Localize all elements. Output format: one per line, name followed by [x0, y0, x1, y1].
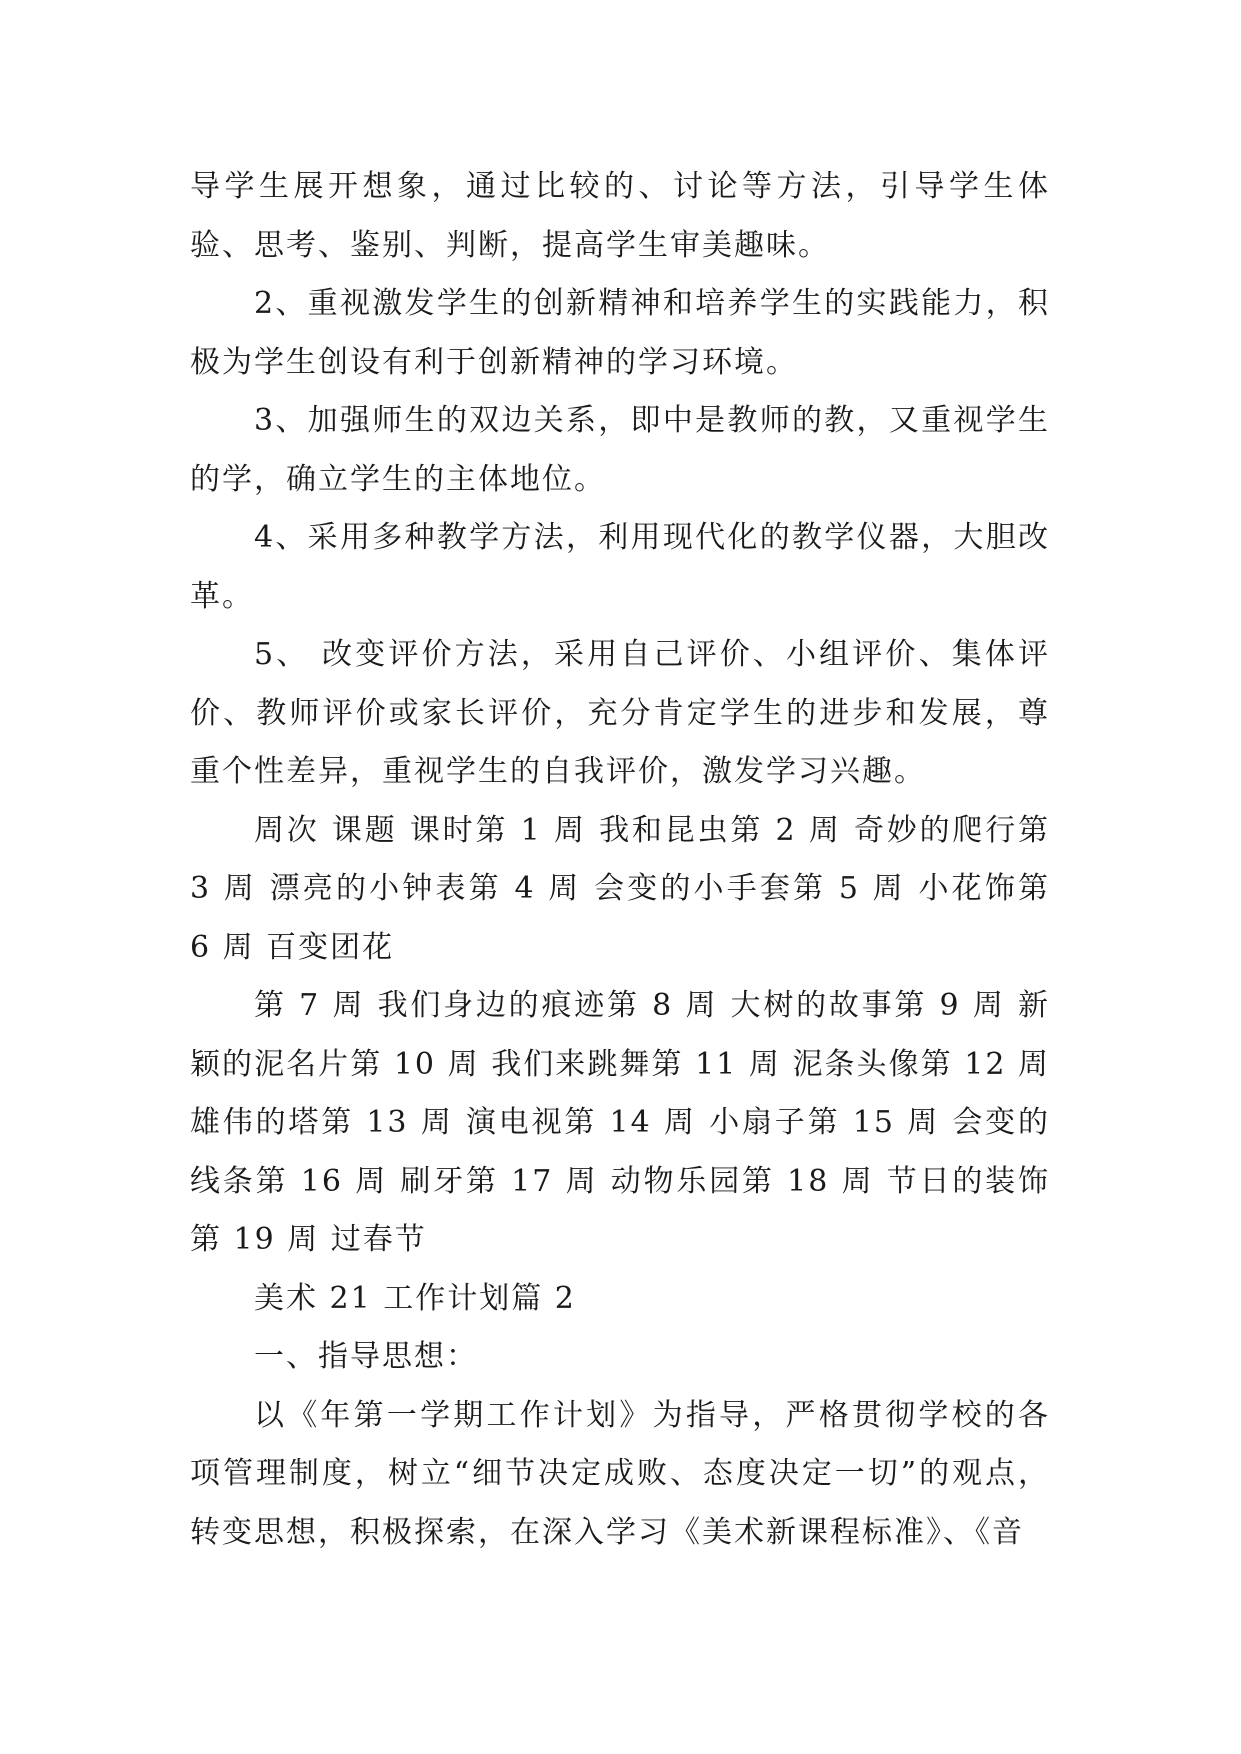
paragraph-1: 导学生展开想象，通过比较的、讨论等方法，引导学生体验、思考、鉴别、判断，提高学生审美趣味。: [190, 169, 1050, 263]
paragraph-guiding-thought: 以《年第一学期工作计划》为指导，严格贯彻学校的各项管理制度，树立“细节决定成败、态度决定一切”的观点，转变思想，积极探索，在深入学习《美术新课程标准》、《音: [190, 1397, 1050, 1550]
schedule-paragraph-2: 第 7 周 我们身边的痕迹第 8 周 大树的故事第 9 周 新颖的泥名片第 10 周 我们来跳舞第 11 周 泥条头像第 12 周 雄伟的塔第 13 周 演电视第 14 周 小扇子第 15 周 会变的线条第 16 周 刷牙第 17 周 动物乐园第 18 周 节日的装饰第 19 周 过春节: [190, 988, 1050, 1257]
document-body: [190, 158, 1050, 1562]
paragraph-3: 3、加强师生的双边关系，即中是教师的教，又重视学生的学，确立学生的主体地位。: [190, 403, 1050, 497]
section-title: 美术 21 工作计划篇 2: [254, 1280, 576, 1316]
schedule-paragraph-1: 周次 课题 课时第 1 周 我和昆虫第 2 周 奇妙的爬行第 3 周 漂亮的小钟表第 4 周 会变的小手套第 5 周 小花饰第 6 周 百变团花: [190, 812, 1050, 965]
paragraph-5: 5、 改变评价方法，采用自己评价、小组评价、集体评价、教师评价或家长评价，充分肯定学生的进步和发展，尊重个性差异，重视学生的自我评价，激发学习兴趣。: [190, 637, 1050, 789]
paragraph-4: 4、采用多种教学方法，利用现代化的教学仪器，大胆改革。: [190, 520, 1050, 614]
paragraph-2: 2、重视激发学生的创新精神和培养学生的实践能力，积极为学生创设有利于创新精神的学习环境。: [190, 286, 1050, 380]
section-heading: 一、指导思想：: [254, 1339, 478, 1374]
